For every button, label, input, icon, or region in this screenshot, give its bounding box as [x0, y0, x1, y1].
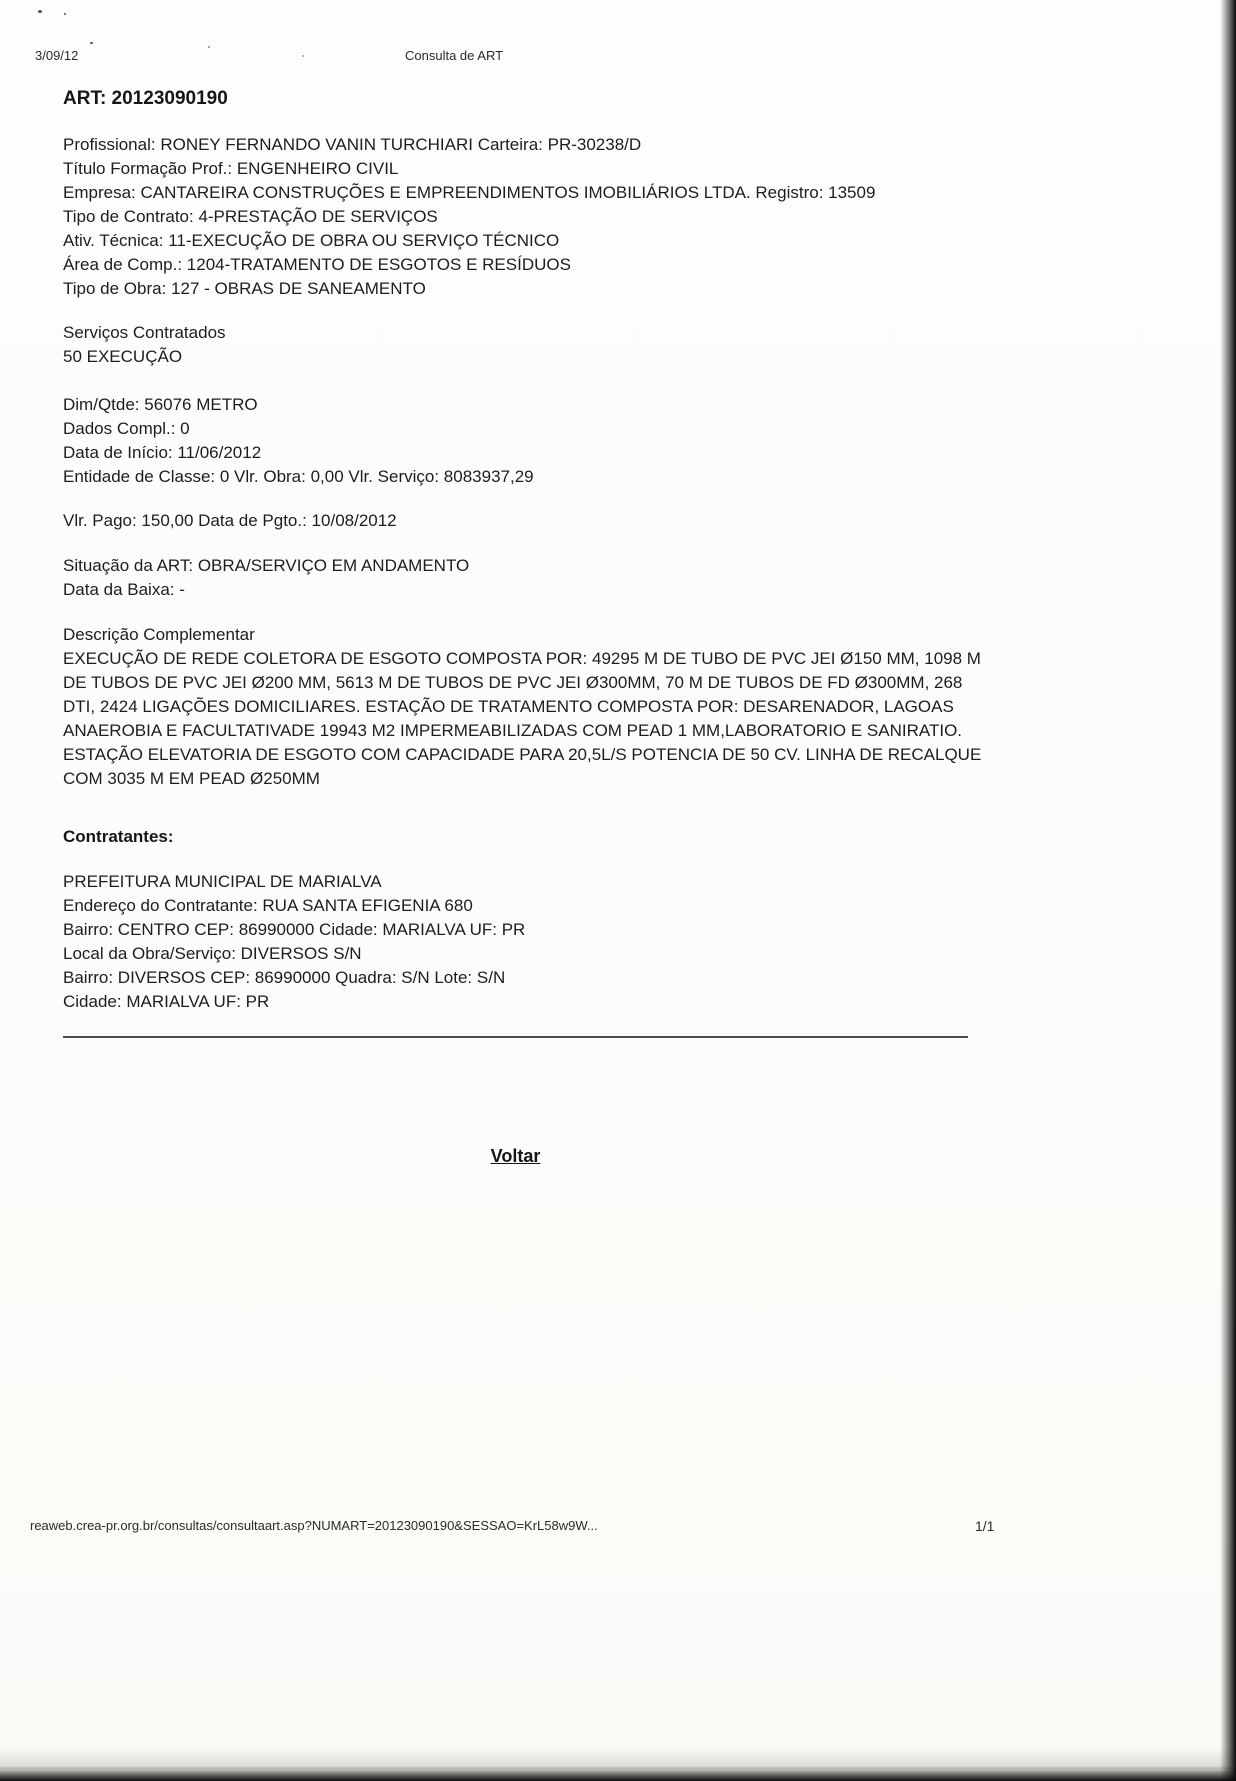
- footer-url: reaweb.crea-pr.org.br/consultas/consultaart.asp?NUMART=20123090190&SESSAO=KrL58w9W...: [30, 1518, 598, 1533]
- description-heading: Descrição Complementar: [63, 625, 255, 644]
- footer-page-indicator: 1/1: [975, 1518, 995, 1534]
- payment-block: [63, 509, 998, 533]
- scan-speck: [38, 10, 42, 13]
- line-titulo-formacao: Título Formação Prof.: ENGENHEIRO CIVIL: [63, 159, 399, 178]
- line-data-baixa: Data da Baixa: -: [63, 580, 185, 599]
- line-tipo-contrato: Tipo de Contrato: 4-PRESTAÇÃO DE SERVIÇOS: [63, 207, 438, 226]
- description-block: [63, 623, 998, 791]
- line-situacao-art: Situação da ART: OBRA/SERVIÇO EM ANDAMENTO: [63, 556, 470, 575]
- professional-info-block: [63, 133, 998, 301]
- scan-speck: [64, 13, 66, 15]
- print-date: 3/09/12: [35, 48, 79, 63]
- scan-speck: [302, 55, 304, 57]
- art-number-heading: ART: 20123090190: [63, 88, 228, 109]
- voltar-link-wrap: [63, 1146, 968, 1167]
- line-vlr-pago: Vlr. Pago: 150,00 Data de Pgto.: 10/08/2012: [63, 511, 397, 530]
- line-tipo-obra: Tipo de Obra: 127 - OBRAS DE SANEAMENTO: [63, 279, 426, 298]
- line-local-obra: Local da Obra/Serviço: DIVERSOS S/N: [63, 944, 362, 963]
- contractors-heading: Contratantes:: [63, 827, 174, 846]
- line-ativ-tecnica: Ativ. Técnica: 11-EXECUÇÃO DE OBRA OU SERVIÇO TÉCNICO: [63, 231, 560, 250]
- line-cidade-uf: Cidade: MARIALVA UF: PR: [63, 992, 270, 1011]
- services-block: [63, 321, 998, 369]
- line-entidade-valores: Entidade de Classe: 0 Vlr. Obra: 0,00 Vlr. Serviço: 8083937,29: [63, 467, 534, 486]
- line-data-inicio: Data de Início: 11/06/2012: [63, 443, 262, 462]
- voltar-link[interactable]: Voltar: [490, 1146, 541, 1166]
- line-dim-qtde: Dim/Qtde: 56076 METRO: [63, 395, 258, 414]
- line-contratante-nome: PREFEITURA MUNICIPAL DE MARIALVA: [63, 872, 382, 891]
- line-bairro-cep-cidade: Bairro: CENTRO CEP: 86990000 Cidade: MARIALVA UF: PR: [63, 920, 526, 939]
- contractors-block: [63, 870, 998, 1014]
- line-endereco-contratante: Endereço do Contratante: RUA SANTA EFIGENIA 680: [63, 896, 473, 915]
- status-block: [63, 554, 998, 602]
- services-heading: Serviços Contratados: [63, 323, 226, 342]
- line-profissional: Profissional: RONEY FERNANDO VANIN TURCHIARI Carteira: PR-30238/D: [63, 135, 642, 154]
- line-bairro-quadra-lote: Bairro: DIVERSOS CEP: 86990000 Quadra: S/N Lote: S/N: [63, 968, 506, 987]
- scan-speck: [208, 46, 210, 48]
- contractors-heading-block: [63, 825, 998, 849]
- scan-speck: [90, 42, 93, 44]
- description-body: EXECUÇÃO DE REDE COLETORA DE ESGOTO COMPOSTA POR: 49295 M DE TUBO DE PVC JEI Ø150 MM, 1098 M DE TUBOS DE PVC JEI Ø200 MM, 5613 M DE TUBOS DE PVC JEI Ø300MM, 70 M DE TUBOS DE FD Ø300MM, 268 DTI, 2424 LIGAÇÕES DOMICILIARES. ESTAÇÃO DE TRATAMENTO COMPOSTA POR: DESARENADOR, LAGOAS ANAEROBIA E FACULTATIVADE 19943 M2 IMPERMEABILIZADAS COM PEAD 1 MM,LABORATORIO E SANIRATIO. ESTAÇÃO ELEVATORIA DE ESGOTO COM CAPACIDADE PARA 20,5L/S POTENCIA DE 50 CV. LINHA DE RECALQUE COM 3035 M EM PEAD Ø250MM: [63, 649, 982, 788]
- scan-edge-right: [1220, 0, 1236, 1781]
- line-dados-compl: Dados Compl.: 0: [63, 419, 190, 438]
- quantities-block: [63, 393, 998, 489]
- line-empresa: Empresa: CANTAREIRA CONSTRUÇÕES E EMPREENDIMENTOS IMOBILIÁRIOS LTDA. Registro: 13509: [63, 183, 876, 202]
- line-area-comp: Área de Comp.: 1204-TRATAMENTO DE ESGOTOS E RESÍDUOS: [63, 255, 571, 274]
- document-title: Consulta de ART: [405, 48, 504, 63]
- services-item: 50 EXECUÇÃO: [63, 347, 183, 366]
- section-divider: [63, 1036, 968, 1038]
- scan-edge-bottom: [0, 1766, 1236, 1781]
